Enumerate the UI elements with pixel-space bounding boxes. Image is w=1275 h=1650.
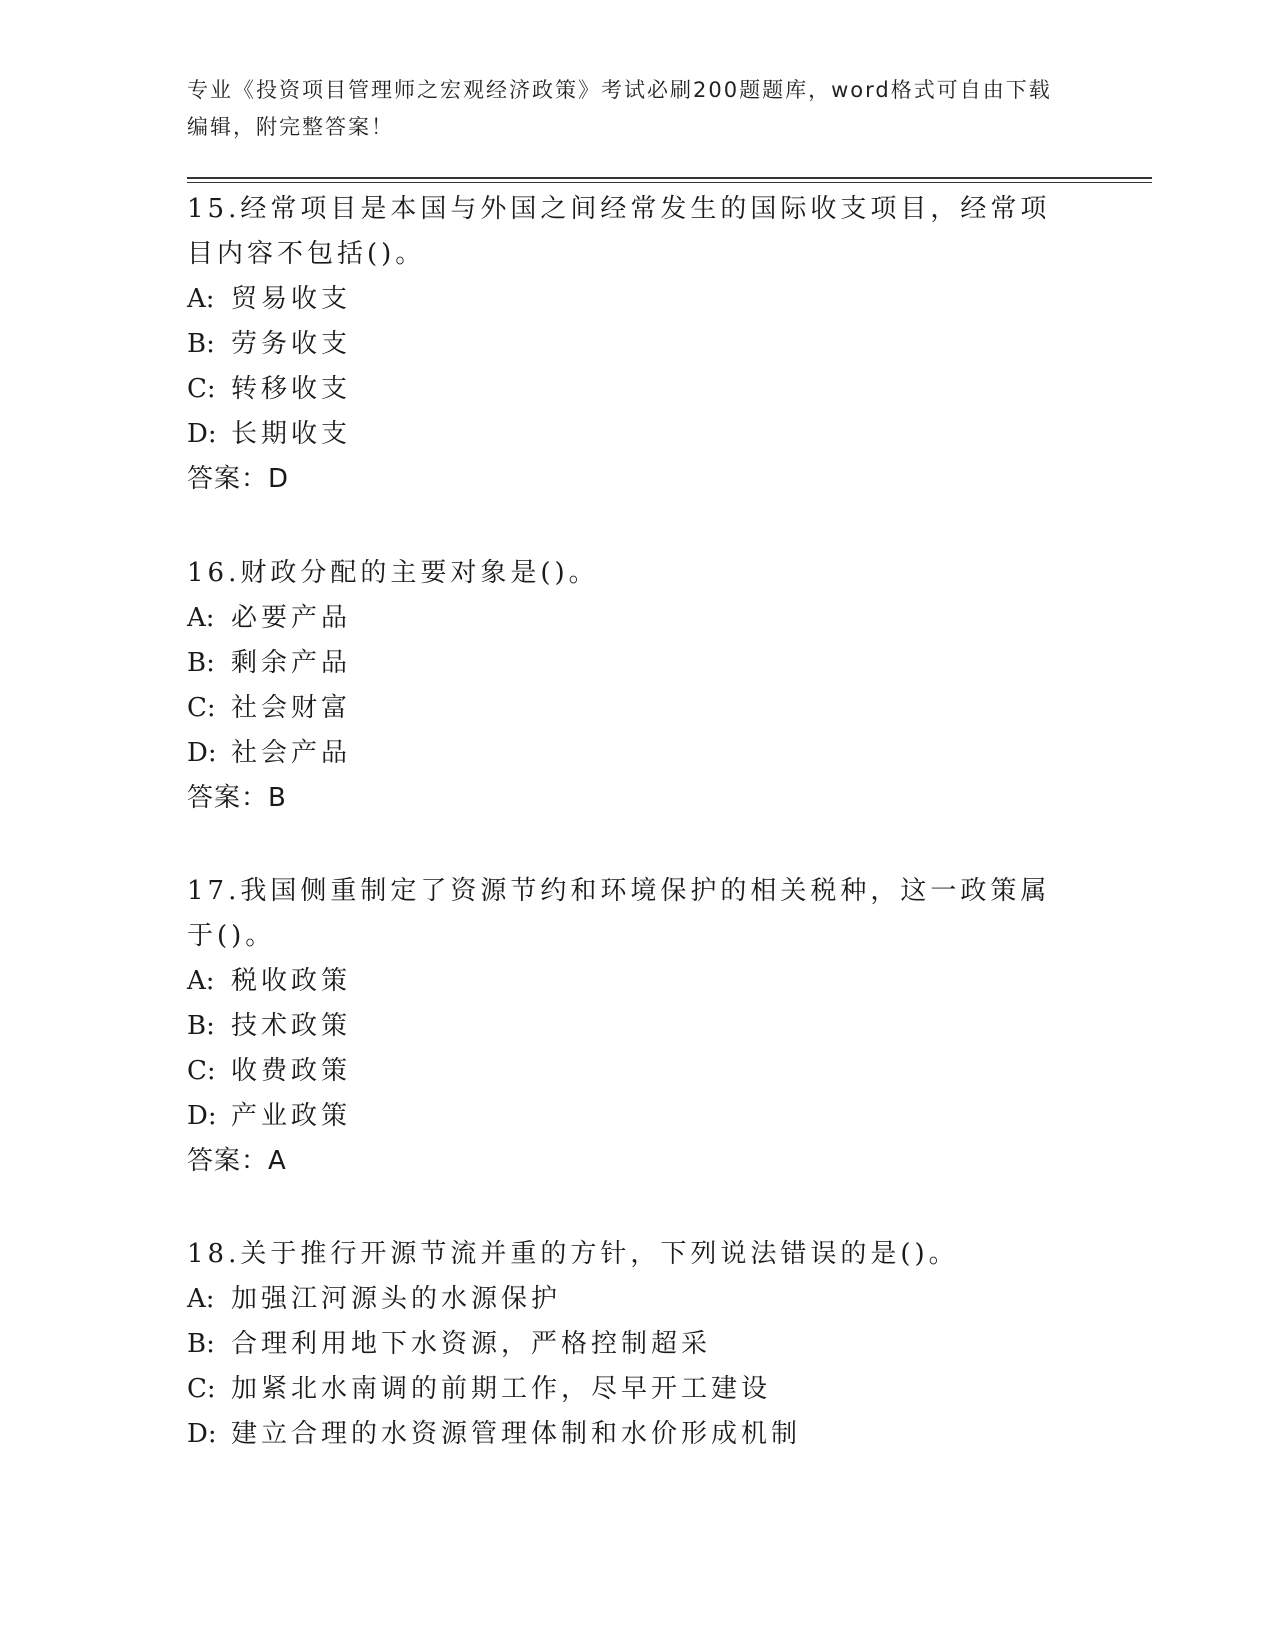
- option-text: 收费政策: [231, 1056, 352, 1086]
- option-d: [187, 1412, 1067, 1457]
- option-text: 社会产品: [231, 738, 352, 768]
- option-text: 长期收支: [231, 419, 352, 449]
- option-key: C:: [187, 1374, 216, 1404]
- option-text: 加紧北水南调的前期工作，尽早开工建设: [231, 1374, 772, 1404]
- option-key: A:: [187, 284, 215, 314]
- option-key: A:: [187, 1284, 215, 1314]
- option-b: [187, 1322, 1067, 1367]
- option-d: [187, 412, 1067, 457]
- option-a: [187, 277, 1067, 322]
- option-key: B:: [187, 648, 215, 678]
- option-text: 税收政策: [231, 966, 352, 996]
- option-text: 必要产品: [231, 603, 352, 633]
- option-key: C:: [187, 693, 216, 723]
- option-key: C:: [187, 1056, 216, 1086]
- option-text: 贸易收支: [231, 284, 352, 314]
- option-text: 建立合理的水资源管理体制和水价形成机制: [231, 1419, 802, 1449]
- option-c: [187, 367, 1067, 412]
- option-a: [187, 1277, 1067, 1322]
- option-c: [187, 1049, 1067, 1094]
- question-stem: 16.财政分配的主要对象是()。: [187, 558, 599, 588]
- answer-line: 答案：D: [187, 464, 290, 494]
- option-key: A:: [187, 966, 215, 996]
- option-key: C:: [187, 374, 216, 404]
- option-b: [187, 1004, 1067, 1049]
- option-text: 加强江河源头的水源保护: [231, 1284, 562, 1314]
- option-key: B:: [187, 1011, 215, 1041]
- header-divider-thin: [187, 182, 1152, 183]
- header-divider-thick: [187, 177, 1152, 179]
- option-b: [187, 322, 1067, 367]
- option-text: 转移收支: [231, 374, 352, 404]
- option-key: D:: [187, 1419, 217, 1449]
- question-18: [187, 1232, 1067, 1457]
- answer-line: 答案：B: [187, 783, 287, 813]
- question-stem: 18.关于推行开源节流并重的方针，下列说法错误的是()。: [187, 1239, 959, 1269]
- question-16: [187, 551, 1067, 821]
- option-b: [187, 641, 1067, 686]
- question-15: [187, 187, 1067, 502]
- question-stem: 15.经常项目是本国与外国之间经常发生的国际收支项目，经常项目内容不包括()。: [187, 194, 1051, 269]
- option-key: D:: [187, 419, 217, 449]
- option-key: D:: [187, 1101, 217, 1131]
- question-17: [187, 869, 1067, 1184]
- option-text: 劳务收支: [231, 329, 352, 359]
- option-a: [187, 596, 1067, 641]
- option-text: 合理利用地下水资源，严格控制超采: [231, 1329, 712, 1359]
- option-key: D:: [187, 738, 217, 768]
- option-text: 社会财富: [231, 693, 352, 723]
- option-text: 技术政策: [231, 1011, 352, 1041]
- document-header: 专业《投资项目管理师之宏观经济政策》考试必刷200题题库，word格式可自由下载编辑，附完整答案！: [187, 78, 1052, 139]
- answer-line: 答案：A: [187, 1146, 287, 1176]
- question-stem: 17.我国侧重制定了资源节约和环境保护的相关税种，这一政策属于()。: [187, 876, 1051, 951]
- option-a: [187, 959, 1067, 1004]
- option-text: 产业政策: [231, 1101, 352, 1131]
- option-text: 剩余产品: [231, 648, 352, 678]
- option-key: A:: [187, 603, 215, 633]
- option-c: [187, 686, 1067, 731]
- option-c: [187, 1367, 1067, 1412]
- option-key: B:: [187, 1329, 215, 1359]
- option-key: B:: [187, 329, 215, 359]
- option-d: [187, 731, 1067, 776]
- option-d: [187, 1094, 1067, 1139]
